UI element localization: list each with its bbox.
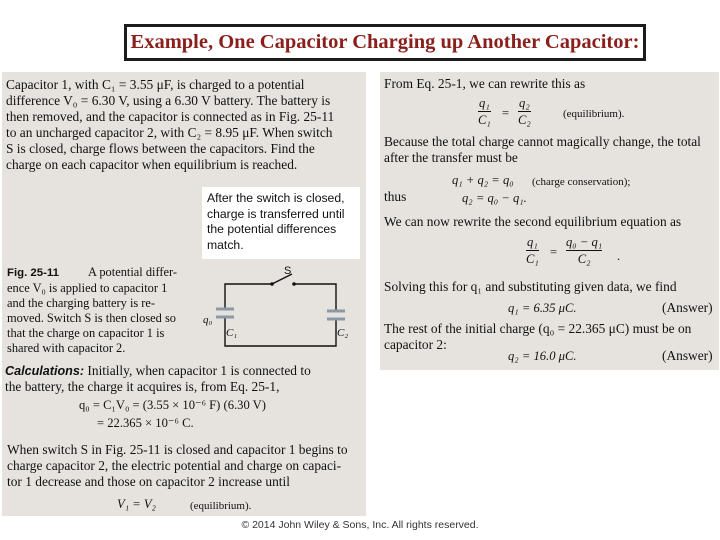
equation-q0-line-1: q₀ = C₁V₀ = (3.55 × 10⁻⁶ F) (6.30 V) bbox=[79, 398, 266, 412]
fig-label: Fig. 25-11 bbox=[7, 267, 59, 279]
answer-q2: q₂ = 16.0 μC. bbox=[508, 349, 577, 363]
equation-q2: q₂ = q₀ − q₁. bbox=[462, 191, 527, 205]
c2-label: C₂ bbox=[337, 327, 349, 339]
fig-caption-line-3: and the charging battery is re- bbox=[7, 296, 156, 310]
calc-line-2: the battery, the charge it acquires is, from Eq. 25-1, bbox=[5, 379, 280, 394]
eq2-fraction-right bbox=[566, 235, 602, 266]
calc-heading: Calculations: bbox=[5, 364, 85, 378]
problem-line-1: Capacitor 1, with C₁ = 3.55 μF, is charged to a potential bbox=[6, 77, 305, 92]
switch-text-line-2: charge capacitor 2, the electric potential and charge on capaci- bbox=[7, 458, 342, 473]
answer-label-2: (Answer) bbox=[662, 348, 713, 363]
eq2-denominator-left: C₁ bbox=[526, 252, 539, 266]
slide-title-box bbox=[124, 24, 646, 61]
fig-caption-line-2: ence V₀ is applied to capacitor 1 bbox=[7, 281, 168, 295]
circuit-wire-top-left bbox=[225, 284, 272, 304]
eq2-numerator-left: q₁ bbox=[527, 235, 538, 249]
eq1-numerator-left: q₁ bbox=[479, 96, 490, 110]
eq2-fraction-left bbox=[526, 235, 539, 266]
equation-sum-note: (charge conservation); bbox=[532, 176, 631, 188]
eq1-equals: = bbox=[502, 106, 510, 120]
equation-sum: q₁ + q₂ = q₀ bbox=[452, 173, 514, 187]
equation-q0-line-2: = 22.365 × 10⁻⁶ C. bbox=[97, 416, 194, 430]
eq2-equals: = bbox=[550, 245, 558, 259]
eq2-denominator-right: C₂ bbox=[577, 252, 591, 266]
problem-line-6: charge on each capacitor when equilibrium is reached. bbox=[6, 157, 298, 172]
calc-line-1 bbox=[5, 363, 311, 379]
eq1-denominator-left: C₁ bbox=[478, 113, 491, 127]
rest-line-2: capacitor 2: bbox=[384, 337, 447, 352]
problem-line-5: S is closed, charge flows between the capacitors. Find the bbox=[6, 141, 315, 156]
callout-line-2: charge is transferred until bbox=[207, 206, 345, 221]
fig-caption-line-6: shared with capacitor 2. bbox=[7, 341, 126, 355]
eq1-numerator-right: q₂ bbox=[519, 96, 530, 110]
eq1-denominator-right: C₂ bbox=[518, 113, 531, 127]
eq1-note: (equilibrium). bbox=[563, 108, 625, 120]
solve-text: Solving this for q₁ and substituting given data, we find bbox=[384, 279, 677, 294]
circuit-wire-bottom bbox=[225, 322, 336, 346]
eq1-fraction-left bbox=[478, 96, 491, 127]
calc-line-1-text: Initially, when capacitor 1 is connected to bbox=[84, 363, 311, 378]
slide-title: Example, One Capacitor Charging up Another Capacitor: bbox=[130, 31, 640, 53]
c1-label: C₁ bbox=[226, 327, 238, 339]
switch-pivot bbox=[270, 282, 274, 286]
thus-label: thus bbox=[384, 189, 407, 204]
copyright-footer: © 2014 John Wiley & Sons, Inc. All rights reserved. bbox=[241, 519, 479, 531]
answer-label-1: (Answer) bbox=[662, 300, 713, 315]
conservation-line-2: after the transfer must be bbox=[384, 150, 518, 165]
rest-line-1: The rest of the initial charge (q₀ = 22.365 μC) must be on bbox=[384, 321, 692, 336]
answer-q1: q₁ = 6.35 μC. bbox=[508, 301, 577, 315]
problem-line-2: difference V₀ = 6.30 V, using a 6.30 V battery. The battery is bbox=[6, 93, 331, 108]
problem-line-3: then removed, and the capacitor is connected as in Fig. 25-11 bbox=[6, 109, 335, 124]
eq2-numerator-right: q₀ − q₁ bbox=[566, 235, 603, 249]
callout-box bbox=[202, 187, 360, 259]
fig-caption-line-5: that the charge on capacitor 1 is bbox=[7, 326, 165, 340]
callout-line-3: the potential differences bbox=[207, 222, 337, 236]
conservation-line-1: Because the total charge cannot magically change, the total bbox=[384, 134, 701, 149]
switch-contact bbox=[292, 282, 296, 286]
switch-label: S bbox=[284, 265, 292, 277]
eq2-period: . bbox=[617, 249, 621, 263]
fig-caption-line-4: moved. Switch S is then closed so bbox=[7, 311, 176, 325]
callout-line-1: After the switch is closed, bbox=[207, 191, 345, 205]
callout-line-4: match. bbox=[207, 237, 244, 252]
circuit-diagram bbox=[200, 262, 360, 358]
rewrite-text: We can now rewrite the second equilibrium equation as bbox=[384, 214, 682, 229]
switch-text-line-3: tor 1 decrease and those on capacitor 2 increase until bbox=[7, 474, 290, 489]
eq1-fraction-right bbox=[518, 96, 531, 127]
right-textbook-panel bbox=[380, 72, 719, 370]
problem-line-4: to an uncharged capacitor 2, with C₂ = 8.95 μF. When switch bbox=[6, 125, 333, 140]
q0-label: q₀ bbox=[203, 314, 213, 326]
switch-text-line-1: When switch S in Fig. 25-11 is closed and capacitor 1 begins to bbox=[7, 442, 348, 457]
right-intro: From Eq. 25-1, we can rewrite this as bbox=[384, 76, 586, 91]
equation-v-equal: V₁ = V₂ bbox=[117, 497, 156, 511]
equation-v-note: (equilibrium). bbox=[190, 500, 252, 512]
circuit-wire-top-right bbox=[294, 284, 336, 306]
fig-caption-line-1: A potential differ- bbox=[88, 265, 177, 279]
